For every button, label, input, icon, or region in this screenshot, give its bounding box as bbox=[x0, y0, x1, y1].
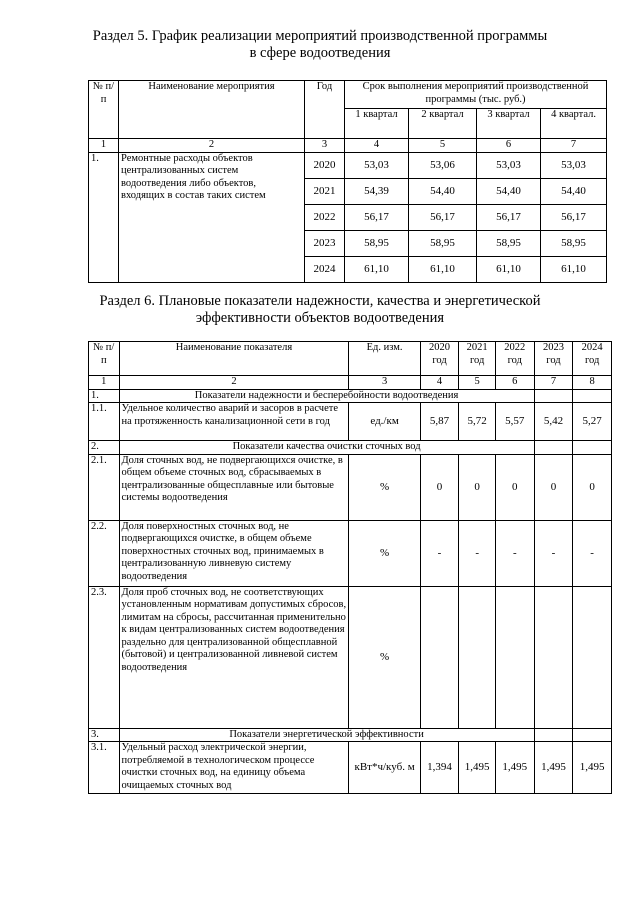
s6-header-year: 2023 год bbox=[534, 342, 573, 376]
s5-value: 61,10 bbox=[541, 256, 607, 282]
s5-index-cell: 5 bbox=[409, 139, 477, 153]
s6-row-name: Удельный расход электрической энергии, потребляемой в технологическом процессе очистки сточных вод, на единицу объема очищаемых сточных вод bbox=[119, 742, 349, 794]
s5-value: 61,10 bbox=[409, 256, 477, 282]
s6-row-value bbox=[420, 586, 459, 728]
table-row bbox=[89, 454, 612, 520]
s6-row-value bbox=[534, 586, 573, 728]
s6-index-cell: 1 bbox=[89, 376, 120, 390]
s5-value: 53,03 bbox=[477, 152, 541, 178]
s5-value: 58,95 bbox=[345, 230, 409, 256]
s5-index-cell: 3 bbox=[305, 139, 345, 153]
s6-row-value bbox=[573, 586, 612, 728]
s6-row-value: 0 bbox=[495, 454, 534, 520]
s6-row-value bbox=[495, 586, 534, 728]
s5-value: 54,39 bbox=[345, 178, 409, 204]
s5-value: 56,17 bbox=[409, 204, 477, 230]
s6-row-name: Доля проб сточных вод, не соответствующих установленным нормативам допустимых сбросов, лимитам на сбросы, рассчитанная применительно к видам централизованных систем водоотведения раздельно для централизованной общесплавной (бытовой) и централизованной ливневой систем водоотведения bbox=[119, 586, 349, 728]
s5-value: 56,17 bbox=[477, 204, 541, 230]
s5-year: 2022 bbox=[305, 204, 345, 230]
s6-header-unit: Ед. изм. bbox=[349, 342, 420, 376]
s6-row-value: 0 bbox=[534, 454, 573, 520]
s6-empty-cell bbox=[534, 728, 573, 742]
s5-year: 2021 bbox=[305, 178, 345, 204]
s6-row-value: - bbox=[495, 520, 534, 586]
s6-row-name: Доля сточных вод, не подвергающихся очистке, в общем объеме сточных вод, сбрасываемых в централизованные общесплавные или бытовые системы водоотведения bbox=[119, 454, 349, 520]
s6-header-year: 2021 год bbox=[459, 342, 496, 376]
section6-title-line2: эффективности объектов водоотведения bbox=[195, 310, 445, 326]
s6-group-title: Показатели надежности и бесперебойности водоотведения bbox=[119, 389, 534, 403]
s5-value: 53,03 bbox=[541, 152, 607, 178]
s5-year: 2020 bbox=[305, 152, 345, 178]
s5-header-period: Срок выполнения мероприятий производственной программы (тыс. руб.) bbox=[345, 81, 607, 109]
s6-header-year: 2022 год bbox=[495, 342, 534, 376]
s6-row-value: 5,57 bbox=[495, 403, 534, 441]
table-row bbox=[89, 152, 607, 178]
s6-row-num: 1.1. bbox=[89, 403, 120, 441]
s6-row-unit: кВт*ч/куб. м bbox=[349, 742, 420, 794]
s5-header-name: Наименование мероприятия bbox=[119, 81, 305, 139]
s6-row-value: 1,495 bbox=[495, 742, 534, 794]
table-row bbox=[89, 403, 612, 441]
s5-index-cell: 1 bbox=[89, 139, 119, 153]
s5-index-cell: 7 bbox=[541, 139, 607, 153]
s6-group-row bbox=[89, 728, 612, 742]
s6-group-num: 1. bbox=[89, 389, 120, 403]
s5-value: 58,95 bbox=[541, 230, 607, 256]
s6-row-name: Доля поверхностных сточных вод, не подвергающихся очистке, в общем объеме поверхностных сточных вод, принимаемых в централизованную ливневую систему водоотведения bbox=[119, 520, 349, 586]
s6-header-year: 2020 год bbox=[420, 342, 459, 376]
s6-row-value: 1,495 bbox=[573, 742, 612, 794]
s5-value: 56,17 bbox=[541, 204, 607, 230]
s6-row-num: 2.2. bbox=[89, 520, 120, 586]
s6-header-name: Наименование показателя bbox=[119, 342, 349, 376]
s5-year: 2023 bbox=[305, 230, 345, 256]
s6-row-value: 0 bbox=[459, 454, 496, 520]
s6-index-row bbox=[89, 376, 612, 390]
s6-row-num: 2.1. bbox=[89, 454, 120, 520]
s6-empty-cell bbox=[534, 389, 573, 403]
s6-row-value bbox=[459, 586, 496, 728]
s6-row-value: - bbox=[420, 520, 459, 586]
s5-header-num: № п/п bbox=[89, 81, 119, 139]
s6-row-value: - bbox=[573, 520, 612, 586]
s5-header-year: Год bbox=[305, 81, 345, 139]
s6-index-cell: 8 bbox=[573, 376, 612, 390]
s5-index-cell: 2 bbox=[119, 139, 305, 153]
s6-row-value: 0 bbox=[420, 454, 459, 520]
s5-value: 56,17 bbox=[345, 204, 409, 230]
s6-row-name: Удельное количество аварий и засоров в расчете на протяженность канализационной сети в год bbox=[119, 403, 349, 441]
s5-value: 53,03 bbox=[345, 152, 409, 178]
s6-row-value: - bbox=[534, 520, 573, 586]
s5-value: 53,06 bbox=[409, 152, 477, 178]
s6-index-cell: 3 bbox=[349, 376, 420, 390]
section6-table bbox=[88, 341, 612, 794]
s6-row-value: 5,72 bbox=[459, 403, 496, 441]
s6-index-cell: 4 bbox=[420, 376, 459, 390]
section5-title-line1: Раздел 5. График реализации мероприятий производственной программы bbox=[92, 28, 548, 44]
s6-group-row bbox=[89, 441, 612, 455]
s5-value: 54,40 bbox=[409, 178, 477, 204]
s5-value: 58,95 bbox=[409, 230, 477, 256]
s5-value: 58,95 bbox=[477, 230, 541, 256]
s6-group-row bbox=[89, 389, 612, 403]
s6-row-unit: ед./км bbox=[349, 403, 420, 441]
s6-index-cell: 7 bbox=[534, 376, 573, 390]
s5-index-cell: 4 bbox=[345, 139, 409, 153]
s5-year: 2024 bbox=[305, 256, 345, 282]
s6-group-title: Показатели энергетической эффективности bbox=[119, 728, 534, 742]
s5-header-q2: 2 квартал bbox=[409, 109, 477, 139]
s5-header-q3: 3 квартал bbox=[477, 109, 541, 139]
s6-row-value: 1,495 bbox=[459, 742, 496, 794]
s6-row-unit: % bbox=[349, 586, 420, 728]
s5-index-row bbox=[89, 139, 607, 153]
s5-value: 54,40 bbox=[541, 178, 607, 204]
s6-group-title: Показатели качества очистки сточных вод bbox=[119, 441, 534, 455]
s5-header-q4: 4 квартал. bbox=[541, 109, 607, 139]
s6-group-num: 3. bbox=[89, 728, 120, 742]
s6-row-value: 0 bbox=[573, 454, 612, 520]
s5-item-name: Ремонтные расходы объектов централизованных систем водоотведения либо объектов, входящих в состав таких систем bbox=[119, 152, 305, 282]
s5-header-q1: 1 квартал bbox=[345, 109, 409, 139]
s6-header-row bbox=[89, 342, 612, 376]
table-row bbox=[89, 586, 612, 728]
s6-row-unit: % bbox=[349, 454, 420, 520]
s6-empty-cell bbox=[573, 441, 612, 455]
s6-index-cell: 5 bbox=[459, 376, 496, 390]
section6-title-line1: Раздел 6. Плановые показатели надежности, качества и энергетической bbox=[99, 293, 541, 309]
table-row bbox=[89, 742, 612, 794]
s5-item-num: 1. bbox=[89, 152, 119, 282]
s6-empty-cell bbox=[534, 441, 573, 455]
s6-row-unit: % bbox=[349, 520, 420, 586]
s6-row-value: 1,495 bbox=[534, 742, 573, 794]
s5-value: 61,10 bbox=[345, 256, 409, 282]
s6-header-num: № п/п bbox=[89, 342, 120, 376]
s6-empty-cell bbox=[573, 728, 612, 742]
section5-title-line2: в сфере водоотведения bbox=[249, 45, 391, 61]
s6-row-value: 5,42 bbox=[534, 403, 573, 441]
s6-row-num: 3.1. bbox=[89, 742, 120, 794]
s6-row-num: 2.3. bbox=[89, 586, 120, 728]
s6-row-value: 5,87 bbox=[420, 403, 459, 441]
s6-row-value: 5,27 bbox=[573, 403, 612, 441]
s6-header-year: 2024 год bbox=[573, 342, 612, 376]
s6-group-num: 2. bbox=[89, 441, 120, 455]
table-row bbox=[89, 520, 612, 586]
s6-row-value: 1,394 bbox=[420, 742, 459, 794]
s6-row-value: - bbox=[459, 520, 496, 586]
section6-title bbox=[0, 293, 640, 327]
s5-index-cell: 6 bbox=[477, 139, 541, 153]
section5-table bbox=[88, 80, 607, 283]
s6-empty-cell bbox=[573, 389, 612, 403]
s6-index-cell: 2 bbox=[119, 376, 349, 390]
s5-value: 54,40 bbox=[477, 178, 541, 204]
s5-value: 61,10 bbox=[477, 256, 541, 282]
s6-index-cell: 6 bbox=[495, 376, 534, 390]
section5-title bbox=[0, 28, 640, 62]
